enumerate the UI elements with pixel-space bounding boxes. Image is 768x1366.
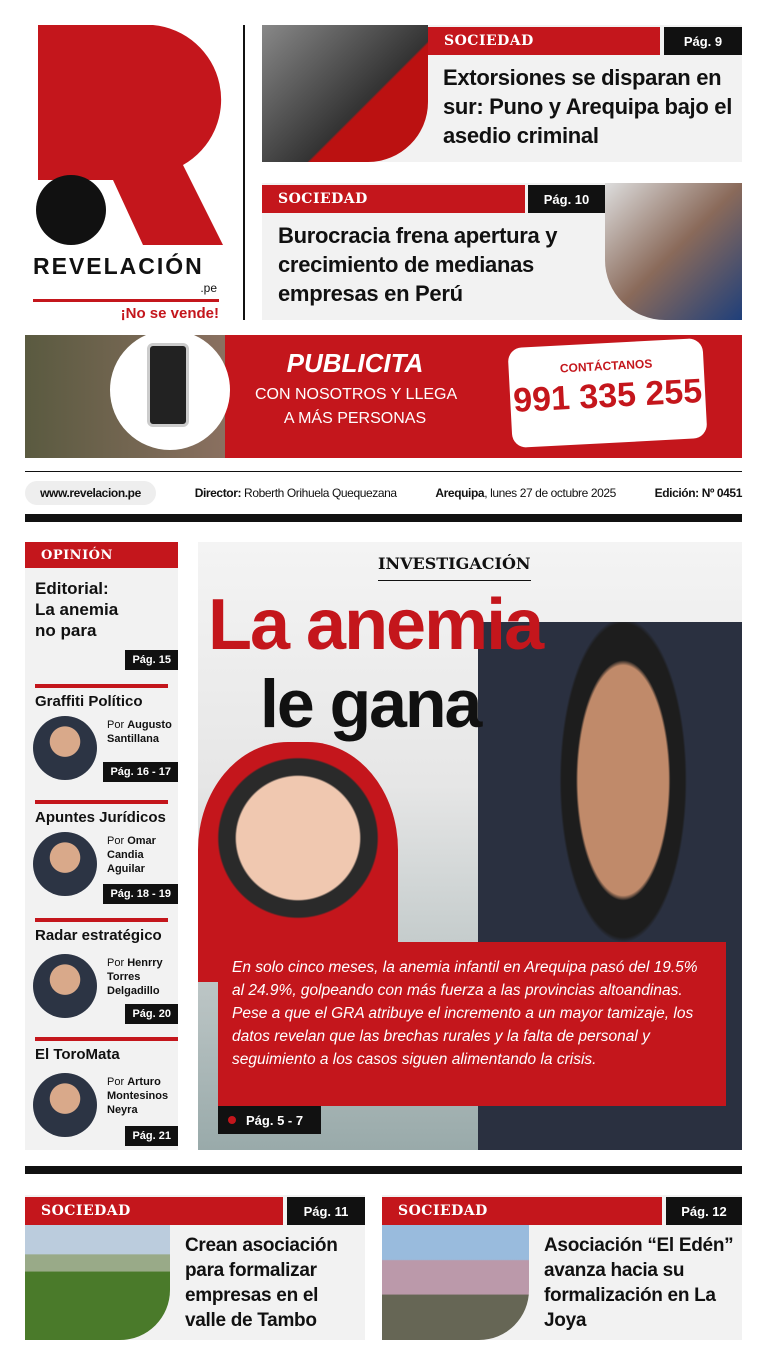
byline: Por Omar Candia Aguilar bbox=[107, 835, 156, 875]
headline: Asociación “El Edén” avanza hacia su formalización en La Joya bbox=[544, 1235, 734, 1331]
byline: Por Henrry Torres Delgadillo bbox=[107, 957, 163, 997]
masthead-domain: .pe bbox=[200, 281, 217, 295]
story-photo bbox=[25, 1225, 170, 1340]
opinion-sidebar bbox=[25, 542, 178, 1150]
page-ref: Pág. 21 bbox=[125, 1126, 178, 1146]
city: Arequipa bbox=[435, 486, 485, 500]
website-link[interactable]: www.revelacion.pe bbox=[25, 481, 156, 505]
feature-kicker: INVESTIGACIÓN bbox=[378, 554, 531, 581]
section-tag: SOCIEDAD bbox=[262, 185, 525, 213]
page-ref: Pág. 11 bbox=[287, 1197, 365, 1225]
opinion-column[interactable] bbox=[25, 800, 178, 900]
page-ref: Pág. 5 - 7 bbox=[218, 1106, 321, 1134]
phone-icon bbox=[147, 343, 189, 427]
slogan: ¡No se vende! bbox=[120, 305, 219, 322]
masthead-name: REVELACIÓN bbox=[33, 253, 204, 279]
page-ref: Pág. 20 bbox=[125, 1004, 178, 1024]
bottom-story-1[interactable] bbox=[25, 1195, 365, 1340]
logo-r-icon bbox=[33, 25, 223, 250]
feature-headline-1: La anemia bbox=[208, 585, 543, 665]
director-label: Director: bbox=[194, 486, 242, 500]
opinion-header: OPINIÓN bbox=[25, 542, 178, 568]
byline: Por Arturo Montesinos Neyra bbox=[107, 1076, 169, 1116]
ad-line-1: CON NOSOTROS Y LLEGA bbox=[255, 386, 458, 403]
date-line bbox=[435, 486, 616, 500]
contact-box[interactable] bbox=[508, 338, 708, 448]
opinion-column[interactable] bbox=[25, 918, 178, 1018]
date: , lunes 27 de octubre 2025 bbox=[484, 486, 616, 500]
divider bbox=[243, 25, 245, 320]
page-ref: Pág. 18 - 19 bbox=[103, 884, 178, 904]
edition-label: Edición: bbox=[654, 486, 699, 500]
divider bbox=[33, 299, 219, 302]
divider bbox=[35, 1037, 178, 1041]
page-ref: Pág. 16 - 17 bbox=[103, 762, 178, 782]
opinion-column[interactable] bbox=[25, 1037, 178, 1147]
page-ref: Pág. 12 bbox=[666, 1197, 742, 1225]
ad-title: PUBLICITA bbox=[286, 348, 424, 378]
headline: Burocracia frena apertura y crecimiento de medianas empresas en Perú bbox=[278, 223, 558, 306]
story-photo bbox=[605, 183, 742, 320]
story-photo bbox=[262, 25, 428, 162]
story-photo bbox=[382, 1225, 529, 1340]
phone-number: 991 335 255 bbox=[512, 372, 704, 420]
page-ref: Pág. 9 bbox=[664, 27, 742, 55]
ad-line-2: A MÁS PERSONAS bbox=[283, 410, 427, 427]
ad-banner[interactable] bbox=[25, 335, 742, 458]
headline: Crean asociación para formalizar empresas en el valle de Tambo bbox=[185, 1235, 338, 1331]
main-feature[interactable] bbox=[198, 542, 742, 1150]
divider bbox=[35, 800, 168, 804]
section-tag: SOCIEDAD bbox=[428, 27, 660, 55]
avatar bbox=[33, 716, 97, 780]
bullet-icon bbox=[228, 1116, 236, 1124]
director-line bbox=[195, 486, 397, 500]
byline: Por Augusto Santillana bbox=[107, 719, 172, 745]
avatar bbox=[33, 954, 97, 1018]
info-bar bbox=[25, 481, 742, 505]
opinion-column[interactable] bbox=[25, 684, 178, 784]
page-ref: Pág. 15 bbox=[125, 650, 178, 670]
column-title: Radar estratégico bbox=[35, 927, 162, 944]
divider bbox=[25, 514, 742, 522]
avatar bbox=[33, 832, 97, 896]
top-story-2[interactable] bbox=[262, 183, 742, 320]
feature-headline-2: le gana bbox=[260, 666, 481, 742]
edition-number: Nº 0451 bbox=[701, 486, 742, 500]
feature-summary: En solo cinco meses, la anemia infantil en Arequipa pasó del 19.5% al 24.9%, golpeando con más fuerza a las provincias altoandinas. Pese a que el GRA atribuye el incremento a un mayor tamizaje, los datos revelan que las brechas rurales y la falta de personal y seguimiento a los casos siguen alimentando la crisis. bbox=[218, 942, 726, 1106]
divider bbox=[25, 1166, 742, 1174]
column-title: Apuntes Jurídicos bbox=[35, 809, 166, 826]
divider bbox=[25, 471, 742, 472]
top-story-1[interactable] bbox=[262, 25, 742, 162]
director-name: Roberth Orihuela Quequezana bbox=[244, 486, 397, 500]
edition-line bbox=[655, 486, 742, 500]
page-ref: Pág. 10 bbox=[528, 185, 605, 213]
section-tag: SOCIEDAD bbox=[25, 1197, 283, 1225]
column-title: El ToroMata bbox=[35, 1046, 120, 1063]
divider bbox=[35, 918, 168, 922]
section-tag: SOCIEDAD bbox=[382, 1197, 662, 1225]
contact-label: CONTÁCTANOS bbox=[559, 356, 653, 376]
divider bbox=[35, 684, 168, 688]
column-title: Graffiti Político bbox=[35, 693, 143, 710]
bottom-story-2[interactable] bbox=[382, 1195, 742, 1340]
masthead-logo[interactable] bbox=[30, 25, 225, 325]
headline: Extorsiones se disparan en sur: Puno y Arequipa bajo el asedio criminal bbox=[443, 65, 733, 148]
editorial-link[interactable]: Editorial: La anemia no para bbox=[35, 579, 119, 640]
avatar bbox=[33, 1073, 97, 1137]
